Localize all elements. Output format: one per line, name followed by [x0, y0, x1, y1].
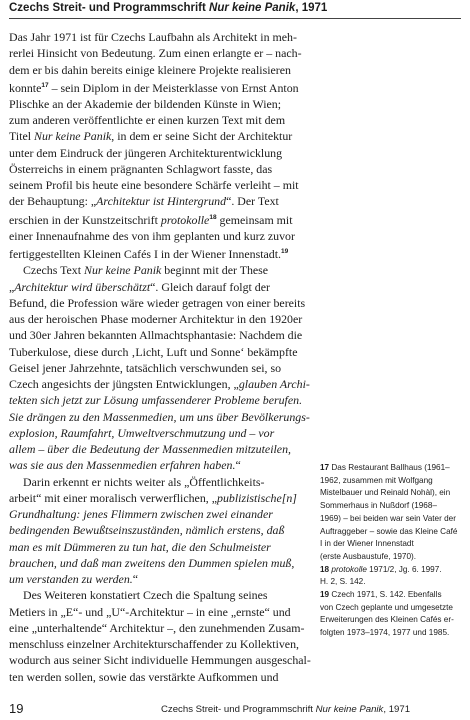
- text-run: „: [9, 279, 15, 294]
- text-line: [9, 539, 309, 555]
- text-run: gemeinsam mit: [216, 212, 293, 227]
- text-run: Befund, die Profession wäre wieder getragen von einer bereits: [9, 295, 306, 310]
- italic-run: Sie drängen zu den Massenmedien, um uns über Bevölkerungs-: [9, 409, 310, 424]
- text-line: [9, 262, 309, 278]
- text-run: Des Weiteren konstatiert Czech die Spaltung seines: [23, 588, 268, 603]
- text-run: wodurch aus seiner Sicht individuelle Hemmungen ausgeschal-: [9, 653, 311, 668]
- footnote-line: [320, 500, 468, 513]
- italic-run: bedingenden Bewußtseinszuständen, nämlich erstens, daß: [9, 523, 285, 538]
- text-run: , in dem er seine Sicht der Architektur: [111, 129, 293, 144]
- text-run: arbeit“ mit einer moralisch verwerflichen, „: [9, 490, 217, 505]
- italic-run: tekten sich jetzt zur Lösung umfassenderer Probleme berufen.: [9, 393, 303, 408]
- text-run: Mistelbauer und Reinald Nohàl), ein: [320, 488, 451, 498]
- text-line: [9, 490, 309, 506]
- text-run: folgten 1973–1974, 1977 und 1985.: [320, 628, 450, 638]
- italic-run: brauchen, und daß man zweitens den Dummen spielen muß,: [9, 555, 295, 570]
- italic-run: Nur keine Panik: [84, 263, 162, 278]
- text-line: [9, 571, 309, 587]
- text-run: 1971/2, Jg. 6. 1997.: [366, 564, 442, 574]
- footnote-19: [320, 589, 468, 640]
- footnote-line: [320, 487, 468, 500]
- text-run: Sommerhaus in Nußdorf (1968–: [320, 501, 437, 511]
- text-run: Czech angesichts der jüngsten Entwicklungen, „: [9, 377, 239, 392]
- text-run: zum anderen veröffentlichte er einen kurzen Text mit dem: [9, 113, 286, 128]
- text-line: [9, 45, 309, 61]
- text-run: einer Innenaufnahme des von ihm geplanten und kurz zuvor: [9, 228, 295, 243]
- footnote-line: [320, 462, 468, 475]
- text-line: [9, 145, 309, 161]
- text-line: [9, 376, 309, 392]
- text-run: erschien in der Kunstzeitschrift: [9, 212, 161, 227]
- footnote-line: [320, 602, 468, 615]
- text-run: fertiggestellten Kleinen Cafés I in der Wiener Innenstadt.: [9, 247, 282, 262]
- text-line: [9, 112, 309, 128]
- text-line: [9, 604, 309, 620]
- running-suffix: , 1971: [383, 704, 411, 715]
- text-run: “: [235, 458, 241, 473]
- footnote-line: [320, 475, 468, 488]
- footnote-line: [320, 551, 468, 564]
- text-run: Geisel jener Jahrzehnte, tatsächlich verschwunden sei, so: [9, 360, 282, 375]
- text-line: [9, 669, 309, 685]
- header-title-italic: Nur keine Panik: [209, 2, 296, 14]
- text-run: “: [132, 572, 139, 587]
- text-line: [9, 636, 309, 652]
- text-line: [9, 344, 309, 360]
- text-run: 1962, zusammen mit Wolfgang: [320, 475, 433, 485]
- footnote-ref: 17: [41, 81, 49, 89]
- text-run: und 30er Jahren bekannten Allmachtsphantasie: Nachdem die: [9, 328, 303, 343]
- footnote-17: [320, 462, 468, 564]
- italic-run: um verstanden zu werden.: [9, 572, 133, 587]
- text-run: 1969) – bei beiden war sein Vater der: [320, 513, 456, 523]
- footnote-line: [320, 564, 468, 577]
- text-run: “. Gleich darauf folgt der: [150, 279, 270, 294]
- footnote-number: 17: [320, 463, 330, 472]
- text-run: Darin erkennt er nichts weiter als „Öffentlichkeits-: [23, 474, 265, 489]
- text-run: I in der Wiener Innenstadt: [320, 539, 414, 549]
- page-footer: [9, 701, 461, 718]
- text-run: Erweiterungen des Kleinen Cafés er-: [320, 615, 454, 625]
- text-line: [9, 193, 309, 209]
- text-run: rerlei Hinsicht von Bedeutung. Zum einen erlangte er – nach-: [9, 46, 302, 61]
- paragraph-4: [9, 587, 309, 685]
- text-line: [9, 555, 309, 571]
- footnote-line: [320, 627, 468, 640]
- text-line: [9, 409, 309, 425]
- main-text: [9, 29, 309, 685]
- italic-run: Architektur wird überschätzt: [14, 279, 151, 294]
- text-run: “. Der Text: [226, 194, 279, 209]
- paragraph-3: [9, 474, 309, 588]
- text-run: Österreichs in einem prägnanten Schlagwort fasste, das: [9, 161, 273, 176]
- text-run: H. 2, S. 142.: [320, 577, 366, 587]
- italic-run: Architektur ist Hintergrund: [96, 194, 227, 209]
- text-line: [9, 78, 309, 96]
- text-run: eine „unterhaltende“ Architektur –, den zunehmenden Zusam-: [9, 620, 305, 635]
- italic-run: protokolle: [331, 564, 367, 574]
- text-line: [9, 360, 309, 376]
- text-run: Titel: [9, 129, 35, 144]
- running-footer: [161, 704, 410, 715]
- italic-run: protokolle: [160, 212, 210, 227]
- text-run: von Czech geplante und umgesetzte: [320, 602, 453, 612]
- text-line: [9, 474, 309, 490]
- footnote-line: [320, 538, 468, 551]
- footnote-ref: 19: [281, 248, 289, 256]
- footnote-number: 18: [320, 564, 330, 574]
- footnote-number: 19: [320, 590, 330, 600]
- page-number: 19: [9, 701, 24, 716]
- text-run: unter dem Eindruck der jüngeren Architekturentwicklung: [9, 145, 283, 160]
- footnote-ref: 18: [209, 213, 217, 221]
- header-title-prefix: Czechs Streit- und Programmschrift: [9, 2, 210, 14]
- text-run: seinem Profil bis heute eine besondere Schärfe verleiht – mit: [9, 178, 299, 193]
- text-run: Czech 1971, S. 142. Ebenfalls: [329, 590, 442, 600]
- italic-run: Grundhaltung: jenes Flimmern zwischen zwei einander: [9, 507, 273, 522]
- text-line: [9, 244, 309, 262]
- italic-run: was sie aus den Massenmedien erfahren haben.: [9, 458, 236, 473]
- text-line: [9, 457, 309, 473]
- page-header: [9, 2, 461, 19]
- text-line: [9, 228, 309, 244]
- text-line: [9, 441, 309, 457]
- text-run: Metiers in „E“- und „U“-Architektur – in eine „ernste“ und: [9, 604, 291, 619]
- text-line: [9, 210, 309, 228]
- text-line: [9, 177, 309, 193]
- footnote-18: [320, 564, 468, 589]
- text-line: [9, 128, 309, 144]
- text-run: Auftraggeber – sowie das Kleine Café: [320, 526, 458, 536]
- text-line: [9, 96, 309, 112]
- footnote-line: [320, 513, 468, 526]
- text-run: Das Restaurant Ballhaus (1961–: [329, 463, 450, 472]
- footnote-line: [320, 576, 468, 589]
- text-line: [9, 311, 309, 327]
- text-run: der Behauptung: „: [9, 194, 97, 209]
- footnote-line: [320, 589, 468, 602]
- text-run: ten werden sollen, sowie das verstärkte Aufkommen und: [9, 669, 279, 684]
- footnotes: [320, 462, 468, 640]
- running-prefix: Czechs Streit- und Programmschrift: [161, 704, 316, 715]
- text-line: [9, 522, 309, 538]
- text-line: [9, 392, 309, 408]
- text-line: [9, 161, 309, 177]
- text-run: dem er bis dahin bereits einige kleinere Projekte realisieren: [9, 62, 291, 77]
- text-run: konnte: [9, 80, 42, 95]
- text-line: [9, 587, 309, 603]
- text-line: [9, 425, 309, 441]
- text-line: [9, 279, 309, 295]
- paragraph-2: [9, 262, 309, 473]
- text-run: menschluss einzelner Architekturschaffender zu Kollektiven,: [9, 637, 300, 652]
- text-line: [9, 62, 309, 78]
- text-run: Plischke an der Akademie der bildenden Künste in Wien;: [9, 96, 282, 111]
- running-italic: Nur keine Panik: [315, 704, 384, 715]
- text-line: [9, 620, 309, 636]
- italic-run: explosion, Raumfahrt, Umweltverschmutzung und – vor: [9, 425, 275, 440]
- text-run: aus der heroischen Phase moderner Architektur in den 1920er: [9, 312, 303, 327]
- italic-run: Nur keine Panik: [34, 129, 112, 144]
- text-line: [9, 652, 309, 668]
- italic-run: allem – über die Bedeutung der Massenmedien mitzuteilen,: [9, 442, 292, 457]
- text-line: [9, 327, 309, 343]
- text-run: Das Jahr 1971 ist für Czechs Laufbahn als Architekt in meh-: [9, 30, 297, 44]
- footnote-line: [320, 526, 468, 539]
- footnote-line: [320, 614, 468, 627]
- text-line: [9, 29, 309, 45]
- header-title-suffix: , 1971: [295, 2, 328, 14]
- text-run: – sein Diplom in der Meisterklasse von Ernst Anton: [48, 80, 299, 95]
- text-run: Tuberkulose, diese durch ‚Licht, Luft und Sonne‘ bekämpfte: [9, 344, 298, 359]
- text-run: (erste Ausbaustufe, 1970).: [320, 551, 417, 561]
- italic-run: glauben Archi-: [238, 377, 310, 392]
- text-line: [9, 295, 309, 311]
- text-run: Czechs Text: [23, 263, 85, 278]
- paragraph-1: [9, 29, 309, 262]
- text-line: [9, 506, 309, 522]
- italic-run: publizistische[n]: [217, 490, 297, 505]
- italic-run: man es mit Dümmeren zu tun hat, die den Schulmeister: [9, 539, 271, 554]
- text-run: beginnt mit der These: [161, 263, 269, 278]
